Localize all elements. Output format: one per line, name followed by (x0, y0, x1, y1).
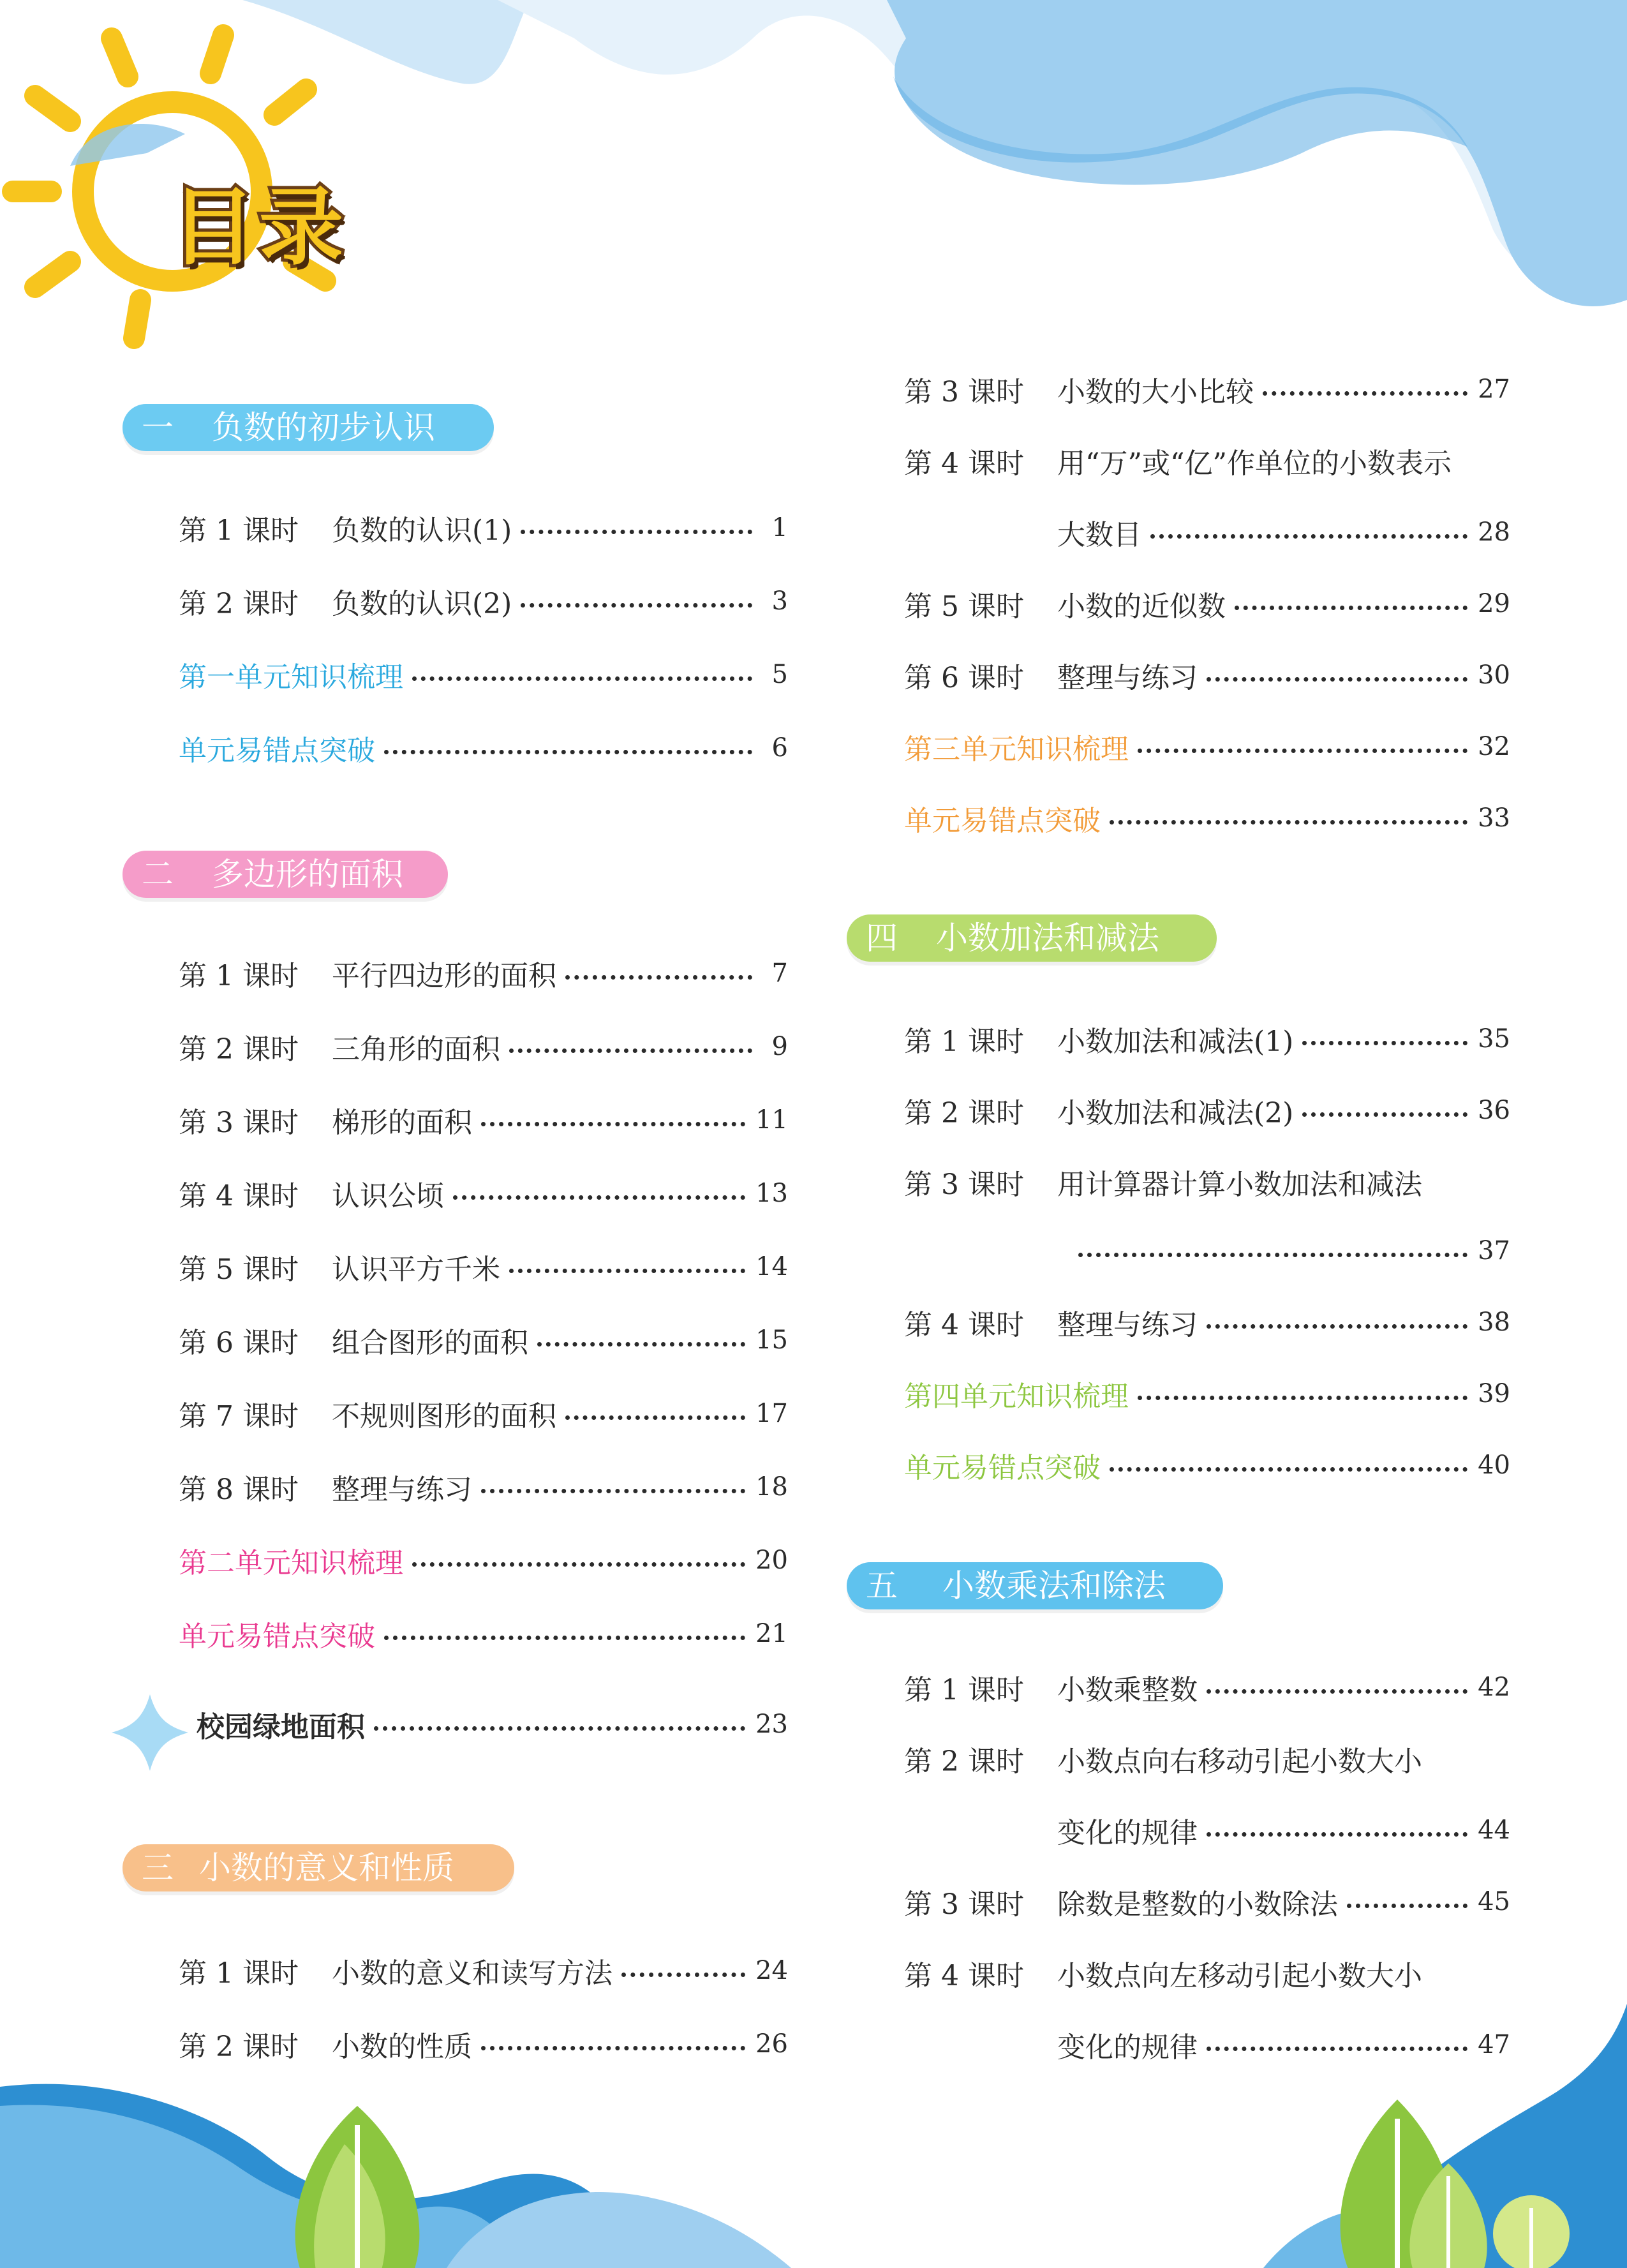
page-number: 6 (771, 733, 788, 763)
unit-2-header[interactable] (123, 851, 448, 898)
toc-entry[interactable]: 第 1 课时 负数的认识(1) 1 (179, 513, 788, 547)
leader-dots (509, 1269, 745, 1273)
page-number: 18 (755, 1472, 788, 1502)
page-number: 38 (1478, 1308, 1510, 1337)
toc-entry[interactable]: 第 6 课时 组合图形的面积 15 (179, 1325, 788, 1359)
toc-entry[interactable]: 第 2 课时 负数的认识(2) 3 (179, 586, 788, 620)
unit-number: 一 (142, 409, 174, 446)
toc-entry[interactable]: 第 1 课时 小数加法和减法(1) 35 (904, 1024, 1510, 1058)
leader-dots (509, 1048, 752, 1053)
unit-name: 负数的初步认识 (212, 409, 435, 446)
leader-dots (621, 1973, 745, 1977)
page-number: 29 (1478, 589, 1510, 618)
page-number: 37 (1478, 1236, 1510, 1265)
toc-entry[interactable]: 单元易错点突破 33 (904, 803, 1510, 837)
page-number: 11 (755, 1105, 788, 1135)
unit-1-header[interactable] (123, 404, 494, 451)
toc-entry-continuation[interactable]: 变化的规律 44 (1057, 1816, 1510, 1849)
toc-entry[interactable]: 第 2 课时 小数的性质 26 (179, 2029, 788, 2063)
page-number: 21 (755, 1619, 788, 1648)
unit-5-header[interactable] (847, 1562, 1223, 1609)
unit-3-header[interactable] (123, 1844, 514, 1891)
page-number: 26 (755, 2029, 788, 2059)
page-number: 30 (1478, 660, 1510, 690)
page-number: 9 (771, 1032, 788, 1061)
page-number: 28 (1478, 518, 1510, 547)
leader-dots (1207, 1832, 1467, 1837)
unit-4-header[interactable] (847, 914, 1217, 962)
page-number: 27 (1478, 375, 1510, 404)
toc-entry[interactable]: 第 3 课时 用计算器计算小数加法和减法 (904, 1168, 1422, 1201)
page-number: 5 (771, 660, 788, 689)
unit-name: 小数加法和减法 (936, 920, 1159, 957)
leader-dots (1207, 1324, 1467, 1329)
toc-entry-continuation[interactable] (1078, 1232, 1510, 1270)
leader-dots (521, 603, 752, 608)
toc-entry-continuation[interactable]: 变化的规律 47 (1057, 2030, 1510, 2064)
page-number: 20 (755, 1546, 788, 1575)
page-number: 42 (1478, 1673, 1510, 1702)
leader-dots (1150, 534, 1467, 539)
leader-dots (1078, 1253, 1467, 1257)
leader-dots (565, 975, 752, 980)
leader-dots (1347, 1904, 1467, 1908)
toc-entry[interactable]: 第 2 课时 小数点向右移动引起小数大小 (904, 1745, 1422, 1778)
leader-dots (481, 2046, 745, 2050)
leader-dots (1302, 1041, 1467, 1045)
leader-dots (384, 1636, 745, 1640)
toc-entry[interactable]: 单元易错点突破 40 (904, 1451, 1510, 1484)
page-number: 7 (771, 959, 788, 988)
toc-entry[interactable]: 第 3 课时 梯形的面积 11 (179, 1105, 788, 1139)
toc-entry[interactable]: 第三单元知识梳理 32 (904, 732, 1510, 766)
leader-dots (1207, 2047, 1467, 2051)
page-number: 14 (755, 1252, 788, 1281)
bottom-wave-left-light (0, 2105, 523, 2268)
tree-icon (295, 2106, 420, 2268)
leader-dots (1263, 391, 1467, 396)
toc-entry[interactable]: 第 4 课时 小数点向左移动引起小数大小 (904, 1960, 1422, 1992)
toc-entry[interactable]: 第 5 课时 认识平方千米 14 (179, 1252, 788, 1286)
unit-number: 四 (866, 920, 898, 957)
page-number: 3 (771, 586, 788, 616)
page-number: 36 (1478, 1096, 1510, 1125)
page-number: 24 (755, 1956, 788, 1985)
page-number: 15 (755, 1325, 788, 1355)
toc-entry[interactable]: 第 4 课时 认识公顷 13 (179, 1179, 788, 1212)
toc-entry[interactable]: 第 2 课时 三角形的面积 9 (179, 1032, 788, 1066)
toc-entry[interactable]: 第 8 课时 整理与练习 18 (179, 1472, 788, 1506)
leader-dots (1235, 606, 1467, 610)
toc-entry[interactable]: 第 1 课时 平行四边形的面积 7 (179, 959, 788, 992)
leader-dots (521, 530, 752, 534)
leader-dots (412, 676, 752, 681)
toc-entry[interactable]: 第四单元知识梳理 39 (904, 1379, 1510, 1413)
toc-entry[interactable]: 第 7 课时 不规则图形的面积 17 (179, 1399, 788, 1433)
leader-dots (1110, 820, 1467, 824)
page-number: 23 (755, 1710, 788, 1739)
sparkle-star-icon (112, 1694, 188, 1771)
unit-name: 小数乘法和除法 (942, 1567, 1166, 1604)
page-number: 45 (1478, 1887, 1510, 1916)
leader-dots (1207, 677, 1467, 682)
leader-dots (1110, 1467, 1467, 1472)
page-number: 13 (755, 1179, 788, 1208)
leader-dots (374, 1726, 745, 1731)
leader-dots (384, 750, 752, 754)
leader-dots (1302, 1112, 1467, 1117)
toc-entry[interactable]: 第 1 课时 小数乘整数 42 (904, 1673, 1510, 1706)
unit-name: 小数的意义和性质 (199, 1849, 454, 1886)
leader-dots (453, 1195, 745, 1200)
unit-number: 二 (142, 856, 174, 893)
unit-number: 三 (142, 1849, 174, 1886)
unit-number: 五 (866, 1567, 898, 1604)
leader-dots (412, 1562, 745, 1567)
leader-dots (565, 1415, 745, 1420)
toc-entry[interactable]: 第 4 课时 用“万”或“亿”作单位的小数表示 (904, 447, 1452, 480)
toc-entry[interactable]: 单元易错点突破 6 (179, 733, 788, 767)
leader-dots (1138, 1396, 1467, 1400)
page-number: 44 (1478, 1816, 1510, 1845)
leader-dots (481, 1122, 745, 1126)
toc-entry[interactable]: 第 1 课时 小数的意义和读写方法 24 (179, 1956, 788, 1990)
page-number: 35 (1478, 1024, 1510, 1054)
toc-entry[interactable]: 第一单元知识梳理 5 (179, 660, 788, 694)
toc-entry[interactable]: 第 4 课时 整理与练习 38 (904, 1308, 1510, 1341)
toc-entry[interactable]: 第 3 课时 小数的大小比较 27 (904, 375, 1510, 408)
toc-entry[interactable]: 单元易错点突破 21 (179, 1619, 788, 1653)
page-number: 47 (1478, 2030, 1510, 2059)
toc-entry[interactable]: 第 2 课时 小数加法和减法(2) 36 (904, 1096, 1510, 1130)
page-number: 1 (771, 513, 788, 542)
toc-entry[interactable]: 第 3 课时 除数是整数的小数除法 45 (904, 1887, 1510, 1921)
leader-dots (1207, 1689, 1467, 1694)
page-title: 目录 (171, 179, 347, 277)
page-number: 17 (755, 1399, 788, 1428)
leader-dots (1138, 749, 1467, 753)
toc-entry-special[interactable]: 校园绿地面积 23 (197, 1710, 788, 1743)
leader-dots (481, 1489, 745, 1493)
toc-entry[interactable]: 第 5 课时 小数的近似数 29 (904, 589, 1510, 623)
toc-entry[interactable]: 第 6 课时 整理与练习 30 (904, 660, 1510, 694)
toc-entry-continuation[interactable]: 大数目 28 (1057, 518, 1510, 551)
page-number: 33 (1478, 803, 1510, 833)
unit-name: 多边形的面积 (212, 856, 403, 893)
top-cloud-decoration (242, 0, 530, 84)
page-number: 32 (1478, 732, 1510, 761)
toc-entry[interactable]: 第二单元知识梳理 20 (179, 1546, 788, 1579)
page-number: 40 (1478, 1451, 1510, 1480)
leader-dots (537, 1342, 745, 1347)
page-number: 39 (1478, 1379, 1510, 1408)
